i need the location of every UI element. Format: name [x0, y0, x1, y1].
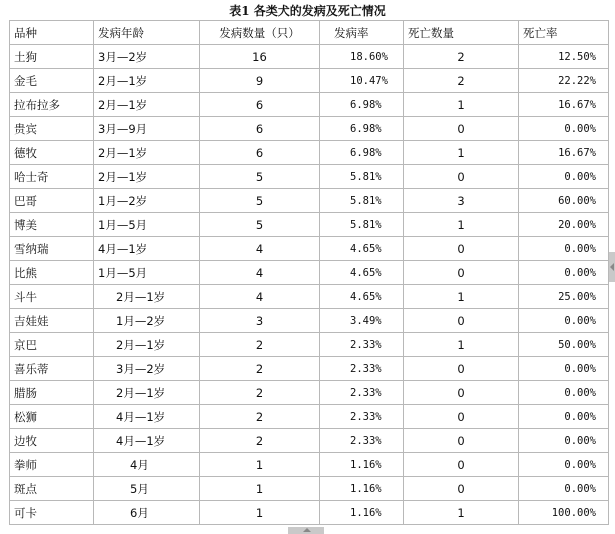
cell-mortality-rate: 0.00%	[519, 405, 609, 429]
cell-breed: 德牧	[10, 141, 94, 165]
table-row	[10, 453, 609, 477]
cell-incidence-rate: 2.33%	[320, 405, 404, 429]
cell-mortality-rate: 20.00%	[519, 213, 609, 237]
cell-onset-age: 2月—1岁	[94, 285, 200, 309]
cell-case-count: 2	[200, 429, 320, 453]
cell-death-count: 0	[404, 165, 519, 189]
cell-onset-age: 6月	[94, 501, 200, 525]
cell-onset-age: 1月—2岁	[94, 189, 200, 213]
table-row	[10, 309, 609, 333]
cell-mortality-rate: 16.67%	[519, 141, 609, 165]
table-row	[10, 213, 609, 237]
cell-breed: 腊肠	[10, 381, 94, 405]
cell-breed: 比熊	[10, 261, 94, 285]
cell-breed: 雪纳瑞	[10, 237, 94, 261]
cell-case-count: 4	[200, 237, 320, 261]
cell-case-count: 1	[200, 477, 320, 501]
cell-onset-age: 2月—1岁	[94, 69, 200, 93]
table-row	[10, 405, 609, 429]
cell-incidence-rate: 5.81%	[320, 165, 404, 189]
cell-onset-age: 2月—1岁	[94, 333, 200, 357]
cell-mortality-rate: 0.00%	[519, 453, 609, 477]
header-incidence-rate: 发病率	[320, 21, 404, 45]
cell-death-count: 0	[404, 357, 519, 381]
cell-breed: 拉布拉多	[10, 93, 94, 117]
cell-case-count: 2	[200, 405, 320, 429]
cell-incidence-rate: 2.33%	[320, 429, 404, 453]
cell-death-count: 1	[404, 213, 519, 237]
cell-death-count: 0	[404, 405, 519, 429]
bottom-resize-handle[interactable]	[288, 527, 324, 534]
cell-mortality-rate: 100.00%	[519, 501, 609, 525]
cell-breed: 哈士奇	[10, 165, 94, 189]
cell-mortality-rate: 12.50%	[519, 45, 609, 69]
cell-onset-age: 4月—1岁	[94, 429, 200, 453]
cell-mortality-rate: 22.22%	[519, 69, 609, 93]
cell-case-count: 3	[200, 309, 320, 333]
cell-mortality-rate: 0.00%	[519, 237, 609, 261]
cell-incidence-rate: 3.49%	[320, 309, 404, 333]
table-title: 表1 各类犬的发病及死亡情况	[229, 4, 386, 18]
dog-disease-table	[9, 20, 609, 525]
cell-death-count: 1	[404, 333, 519, 357]
cell-death-count: 1	[404, 141, 519, 165]
table-row	[10, 429, 609, 453]
table-row	[10, 285, 609, 309]
cell-case-count: 5	[200, 213, 320, 237]
cell-case-count: 1	[200, 501, 320, 525]
cell-onset-age: 4月	[94, 453, 200, 477]
cell-breed: 松狮	[10, 405, 94, 429]
table-row	[10, 117, 609, 141]
cell-case-count: 5	[200, 189, 320, 213]
cell-breed: 吉娃娃	[10, 309, 94, 333]
cell-death-count: 0	[404, 381, 519, 405]
cell-case-count: 4	[200, 261, 320, 285]
table-row	[10, 189, 609, 213]
cell-incidence-rate: 6.98%	[320, 117, 404, 141]
cell-death-count: 0	[404, 453, 519, 477]
cell-case-count: 5	[200, 165, 320, 189]
cell-mortality-rate: 0.00%	[519, 261, 609, 285]
table-row	[10, 69, 609, 93]
cell-mortality-rate: 0.00%	[519, 381, 609, 405]
cell-death-count: 2	[404, 45, 519, 69]
cell-onset-age: 2月—1岁	[94, 165, 200, 189]
table-row	[10, 333, 609, 357]
cell-onset-age: 1月—2岁	[94, 309, 200, 333]
cell-incidence-rate: 2.33%	[320, 333, 404, 357]
cell-onset-age: 3月—2岁	[94, 357, 200, 381]
cell-breed: 拳师	[10, 453, 94, 477]
cell-case-count: 9	[200, 69, 320, 93]
cell-death-count: 0	[404, 117, 519, 141]
header-breed: 品种	[10, 21, 94, 45]
cell-breed: 斑点	[10, 477, 94, 501]
cell-case-count: 6	[200, 93, 320, 117]
table-row	[10, 501, 609, 525]
cell-incidence-rate: 5.81%	[320, 213, 404, 237]
cell-onset-age: 4月—1岁	[94, 405, 200, 429]
cell-mortality-rate: 0.00%	[519, 117, 609, 141]
cell-incidence-rate: 10.47%	[320, 69, 404, 93]
cell-death-count: 0	[404, 237, 519, 261]
cell-breed: 巴哥	[10, 189, 94, 213]
table-row	[10, 357, 609, 381]
header-mortality-rate: 死亡率	[519, 21, 609, 45]
cell-case-count: 2	[200, 357, 320, 381]
cell-onset-age: 1月—5月	[94, 261, 200, 285]
cell-case-count: 2	[200, 333, 320, 357]
cell-breed: 博美	[10, 213, 94, 237]
cell-mortality-rate: 0.00%	[519, 309, 609, 333]
cell-case-count: 6	[200, 141, 320, 165]
table-row	[10, 381, 609, 405]
cell-mortality-rate: 0.00%	[519, 477, 609, 501]
table-row	[10, 477, 609, 501]
cell-death-count: 0	[404, 477, 519, 501]
cell-incidence-rate: 1.16%	[320, 501, 404, 525]
cell-incidence-rate: 5.81%	[320, 189, 404, 213]
cell-onset-age: 5月	[94, 477, 200, 501]
cell-case-count: 6	[200, 117, 320, 141]
cell-onset-age: 4月—1岁	[94, 237, 200, 261]
cell-incidence-rate: 2.33%	[320, 357, 404, 381]
cell-incidence-rate: 4.65%	[320, 261, 404, 285]
cell-death-count: 0	[404, 429, 519, 453]
cell-death-count: 2	[404, 69, 519, 93]
cell-breed: 京巴	[10, 333, 94, 357]
side-resize-handle[interactable]	[609, 252, 615, 282]
cell-mortality-rate: 0.00%	[519, 165, 609, 189]
cell-breed: 边牧	[10, 429, 94, 453]
cell-breed: 金毛	[10, 69, 94, 93]
table-row	[10, 261, 609, 285]
cell-onset-age: 1月—5月	[94, 213, 200, 237]
cell-onset-age: 3月—2岁	[94, 45, 200, 69]
cell-breed: 喜乐蒂	[10, 357, 94, 381]
cell-mortality-rate: 0.00%	[519, 357, 609, 381]
cell-breed: 斗牛	[10, 285, 94, 309]
cell-onset-age: 2月—1岁	[94, 141, 200, 165]
cell-incidence-rate: 18.60%	[320, 45, 404, 69]
cell-case-count: 4	[200, 285, 320, 309]
cell-incidence-rate: 2.33%	[320, 381, 404, 405]
cell-death-count: 3	[404, 189, 519, 213]
cell-mortality-rate: 50.00%	[519, 333, 609, 357]
cell-death-count: 1	[404, 93, 519, 117]
cell-case-count: 2	[200, 381, 320, 405]
cell-incidence-rate: 6.98%	[320, 93, 404, 117]
cell-incidence-rate: 1.16%	[320, 453, 404, 477]
header-death-count: 死亡数量	[404, 21, 519, 45]
cell-death-count: 1	[404, 285, 519, 309]
cell-death-count: 0	[404, 261, 519, 285]
header-case-count: 发病数量（只）	[200, 21, 320, 45]
table-header-row	[10, 21, 609, 45]
header-onset-age: 发病年龄	[94, 21, 200, 45]
cell-mortality-rate: 16.67%	[519, 93, 609, 117]
cell-mortality-rate: 25.00%	[519, 285, 609, 309]
cell-breed: 贵宾	[10, 117, 94, 141]
table-row	[10, 45, 609, 69]
cell-death-count: 0	[404, 309, 519, 333]
table-row	[10, 237, 609, 261]
cell-case-count: 16	[200, 45, 320, 69]
cell-onset-age: 2月—1岁	[94, 381, 200, 405]
cell-onset-age: 3月—9月	[94, 117, 200, 141]
cell-onset-age: 2月—1岁	[94, 93, 200, 117]
cell-incidence-rate: 6.98%	[320, 141, 404, 165]
table-row	[10, 165, 609, 189]
cell-breed: 土狗	[10, 45, 94, 69]
cell-mortality-rate: 60.00%	[519, 189, 609, 213]
cell-incidence-rate: 4.65%	[320, 237, 404, 261]
cell-incidence-rate: 4.65%	[320, 285, 404, 309]
cell-mortality-rate: 0.00%	[519, 429, 609, 453]
table-row	[10, 141, 609, 165]
cell-breed: 可卡	[10, 501, 94, 525]
cell-incidence-rate: 1.16%	[320, 477, 404, 501]
cell-case-count: 1	[200, 453, 320, 477]
cell-death-count: 1	[404, 501, 519, 525]
table-row	[10, 93, 609, 117]
